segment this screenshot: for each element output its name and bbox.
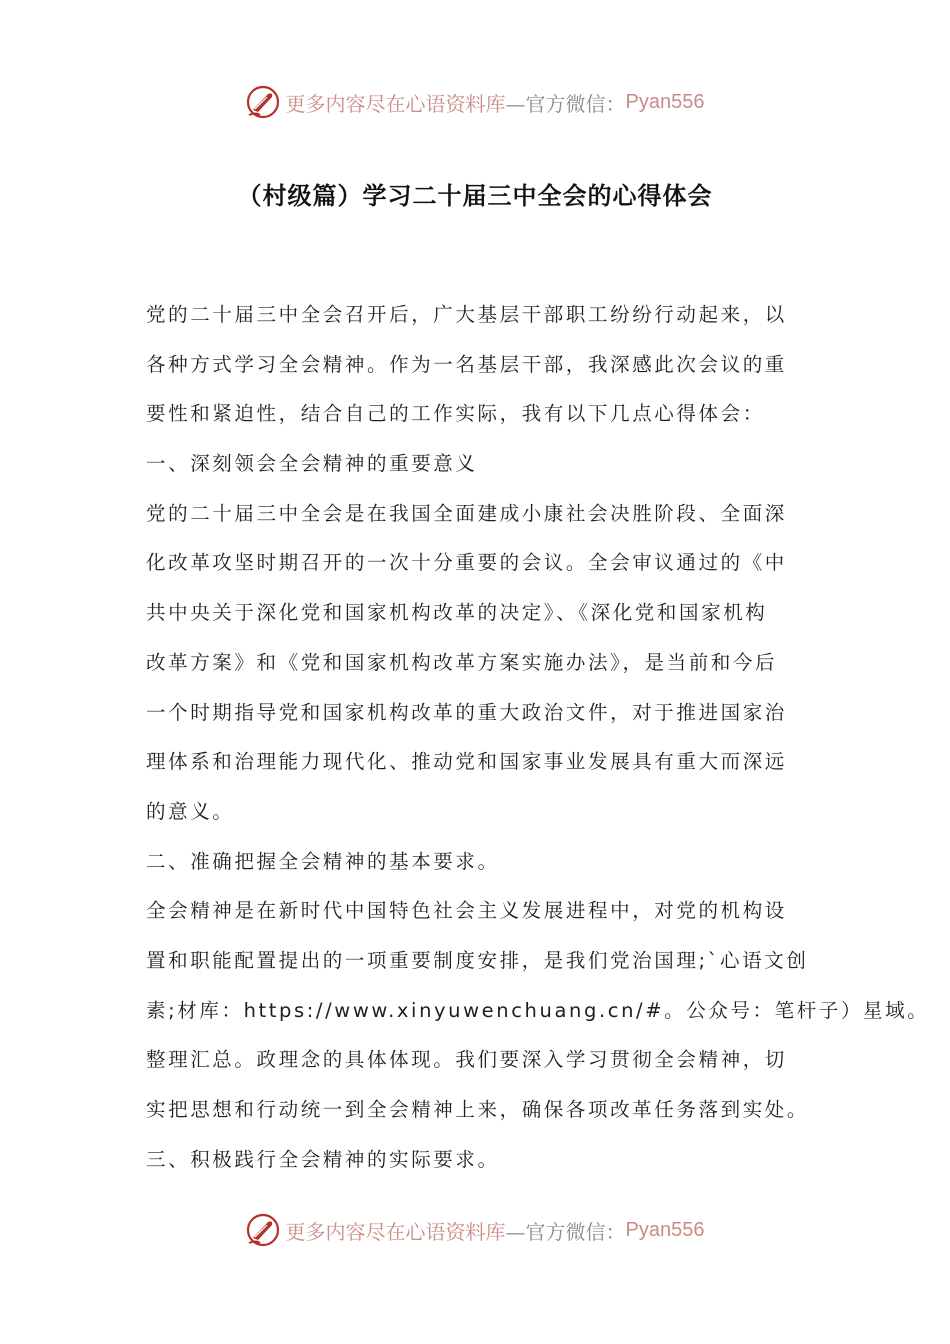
body-line: 党的二十届三中全会是在我国全面建成小康社会决胜阶段、全面深: [146, 501, 787, 525]
banner-wechat-id: Pyan556: [625, 90, 705, 113]
section-heading: 一、深刻领会全会精神的重要意义: [146, 452, 478, 476]
body-line: 全会精神是在新时代中国特色社会主义发展进程中，对党的机构设: [146, 899, 787, 923]
body-line: 一个时期指导党和国家机构改革的重大政治文件，对于推进国家治: [146, 700, 787, 724]
banner-separator-text: —官方微信：: [505, 1219, 626, 1244]
banner-main-text: 更多内容尽在心语资料库: [285, 91, 506, 116]
body-line: 置和职能配置提出的一项重要制度安排，是我们党治国理;`心语文创: [146, 948, 809, 972]
quill-logo-icon: [246, 1213, 280, 1247]
body-line: 理体系和治理能力现代化、推动党和国家事业发展具有重大而深远: [146, 750, 787, 774]
header-banner: [0, 80, 950, 124]
banner-wechat-id: Pyan556: [625, 1218, 705, 1241]
body-line: 实把思想和行动统一到全会精神上来，确保各项改革任务落到实处。: [146, 1098, 810, 1121]
section-heading: 三、积极践行全会精神的实际要求。: [146, 1147, 500, 1171]
body-line: 的意义。: [146, 799, 235, 823]
banner-main-text: 更多内容尽在心语资料库: [285, 1219, 506, 1244]
quill-logo-icon: [246, 85, 280, 119]
footer-banner: [0, 1208, 950, 1252]
banner-separator-text: —官方微信：: [505, 91, 626, 116]
body-line: 党的二十届三中全会召开后，广大基层干部职工纷纷行动起来，以: [146, 303, 787, 326]
body-line: 整理汇总。政理念的具体体现。我们要深入学习贯彻全会精神，切: [146, 1048, 787, 1072]
body-line: 化改革攻坚时期召开的一次十分重要的会议。全会审议通过的《中: [146, 551, 787, 575]
document-body: [146, 290, 930, 1184]
body-line: 素;材库：https://www.xinyuwenchuang.cn/#。公众号：笔杆子）星域。: [146, 998, 930, 1022]
body-line: 改革方案》和《党和国家机构改革方案实施办法》，是当前和今后: [146, 650, 778, 674]
body-line: 要性和紧迫性，结合自己的工作实际，我有以下几点心得体会：: [146, 402, 765, 426]
body-line: 各种方式学习全会精神。作为一名基层干部，我深感此次会议的重: [146, 352, 787, 376]
document-title: （村级篇）学习二十届三中全会的心得体会: [237, 182, 713, 210]
body-line: 共中央关于深化党和国家机构改革的决定》、《深化党和国家机构: [146, 601, 768, 625]
section-heading: 二、准确把握全会精神的基本要求。: [146, 849, 500, 873]
